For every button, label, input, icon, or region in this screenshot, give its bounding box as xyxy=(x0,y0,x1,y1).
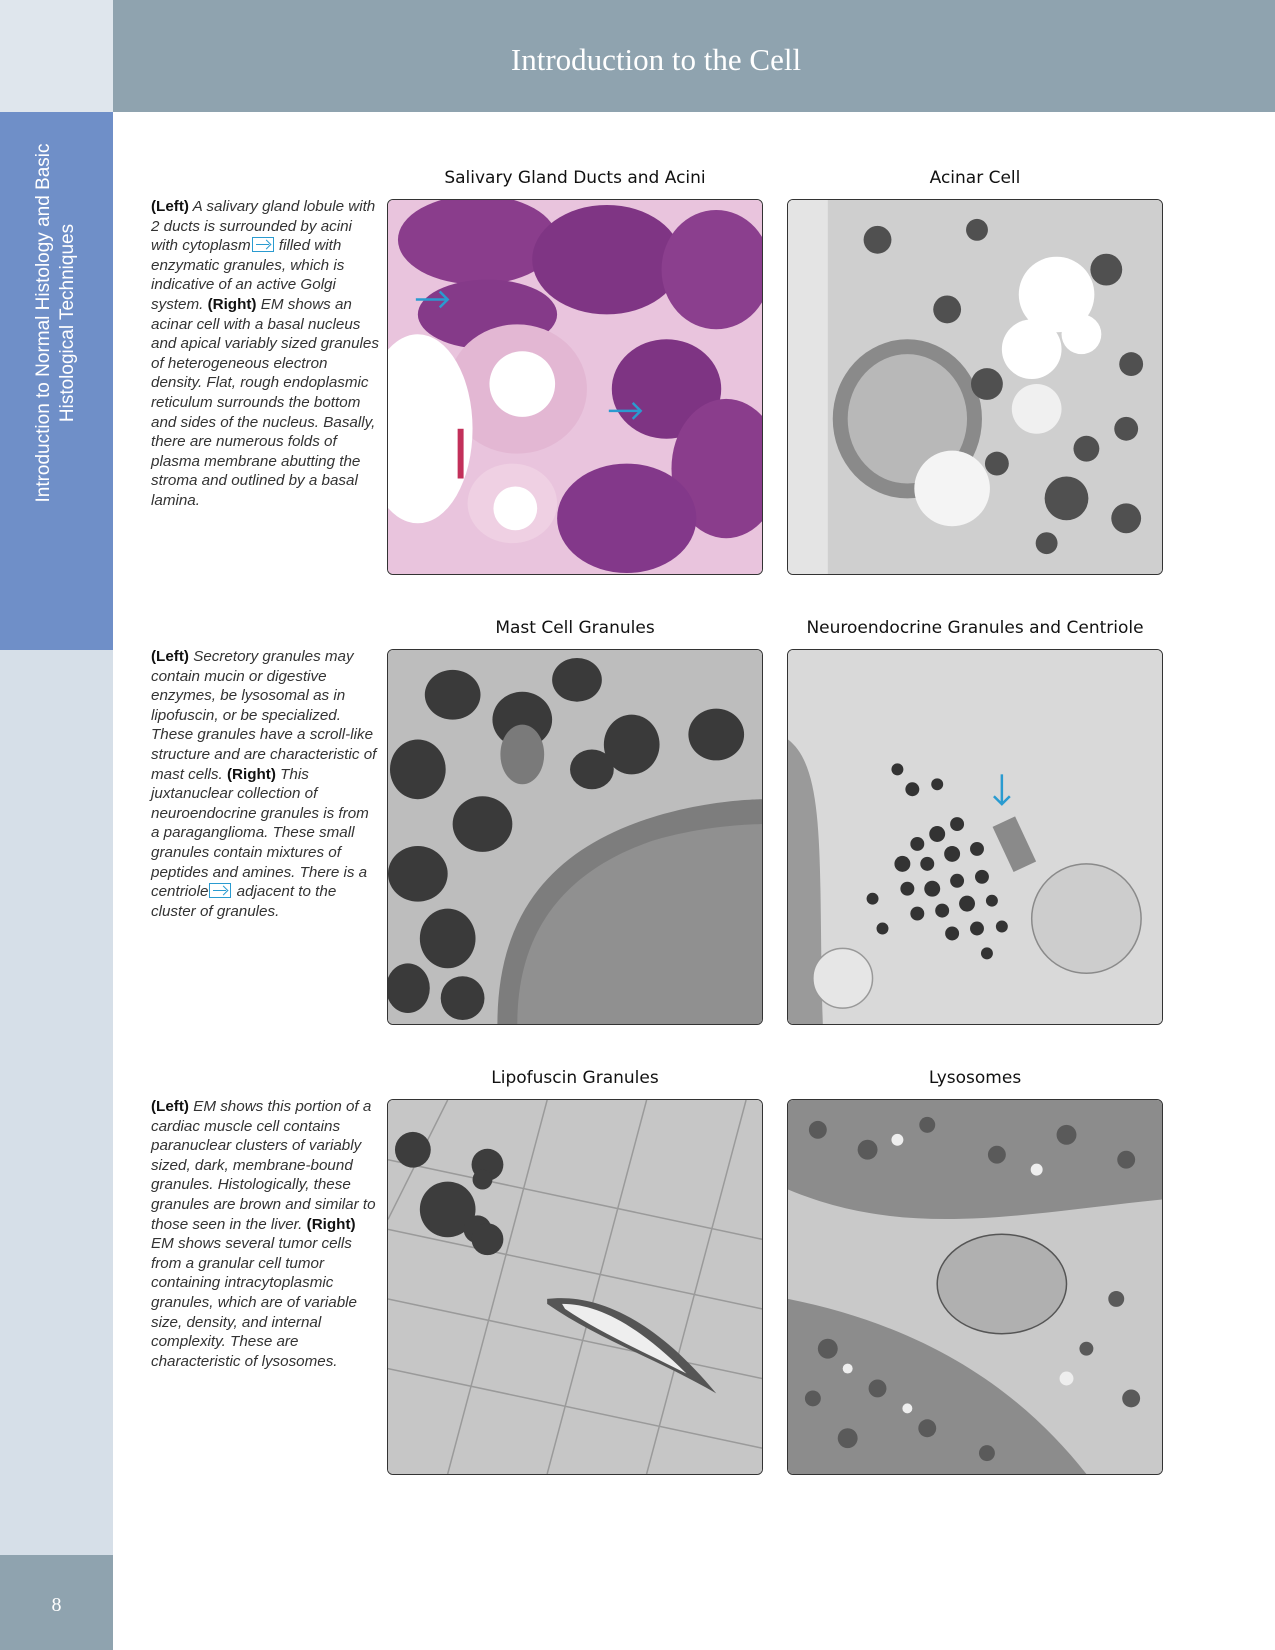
caption-section-1 xyxy=(151,197,381,511)
arrow-right-icon xyxy=(252,237,274,252)
caption-left-tag: (Left) xyxy=(151,1098,189,1115)
micrograph-neuroendocrine-granules xyxy=(787,649,1163,1025)
chapter-tab-line-2: Histological Techniques xyxy=(57,223,78,423)
caption-section-3 xyxy=(151,1097,381,1371)
page-title: Introduction to the Cell xyxy=(510,42,802,77)
caption-section-2 xyxy=(151,647,381,921)
panel-title-lysosomes: Lysosomes xyxy=(928,1068,1022,1088)
panel-title-acinar: Acinar Cell xyxy=(929,168,1021,188)
caption-text: EM shows this portion of a cardiac muscle cell contains paranuclear clusters of variably sized, dark, membrane-bound granules. Histologically, these granules are brown and similar to those seen in the liver. xyxy=(151,1098,376,1233)
caption-right-tag: (Right) xyxy=(306,1215,356,1233)
caption-text: adjacent to the cluster of granules. xyxy=(151,883,337,920)
caption-left-tag: (Left) xyxy=(151,198,189,215)
page-number: 8 xyxy=(51,1594,62,1616)
caption-text: Secretory granules may contain mucin or digestive enzymes, be lysosomal as in lipofuscin, or be specialized. These granules have a scroll-like structure and are characteristic of mast cells. xyxy=(151,648,377,783)
panel-title-salivary: Salivary Gland Ducts and Acini xyxy=(444,168,706,188)
micrograph-lipofuscin-granules xyxy=(387,1099,763,1475)
caption-text: EM shows several tumor cells from a granular cell tumor containing intracytoplasmic granules, which are of variable size, density, and internal complexity. These are characteristic of lysosomes. xyxy=(151,1235,357,1370)
panel-title-lipofuscin: Lipofuscin Granules xyxy=(491,1068,659,1088)
chapter-tab-line-1: Introduction to Normal Histology and Basic xyxy=(33,143,54,503)
caption-right-tag: (Right) xyxy=(207,295,257,313)
caption-text: EM shows an acinar cell with a basal nucleus and apical variably sized granules of heterogeneous electron density. Flat, rough endoplasmic reticulum surrounds the bottom and sides of the nucleus. Basally, there are numerous folds of plasma membrane abutting the stroma and outlined by a basal lamina. xyxy=(151,295,379,509)
panel-title-mast-cell: Mast Cell Granules xyxy=(495,618,655,638)
panel-title-neuroendocrine: Neuroendocrine Granules and Centriole xyxy=(806,618,1144,638)
caption-right-tag: (Right) xyxy=(226,765,276,783)
caption-text: This juxtanuclear collection of neuroendocrine granules is from a paraganglioma. These small granules contain mixtures of peptides and amines. There is a centriole xyxy=(151,765,369,901)
page-header xyxy=(113,0,1275,112)
micrograph-salivary-gland xyxy=(387,199,763,575)
arrow-right-icon xyxy=(209,883,231,898)
micrograph-lysosomes xyxy=(787,1099,1163,1475)
caption-left-tag: (Left) xyxy=(151,648,189,665)
micrograph-mast-cell-granules xyxy=(387,649,763,1025)
caption-text: filled with enzymatic granules, which is indicative of an active Golgi system. xyxy=(151,237,345,313)
chapter-tab-label xyxy=(32,63,80,583)
micrograph-acinar-cell xyxy=(787,199,1163,575)
caption-text: A salivary gland lobule with 2 ducts is surrounded by acini with cytoplasm xyxy=(151,198,376,255)
